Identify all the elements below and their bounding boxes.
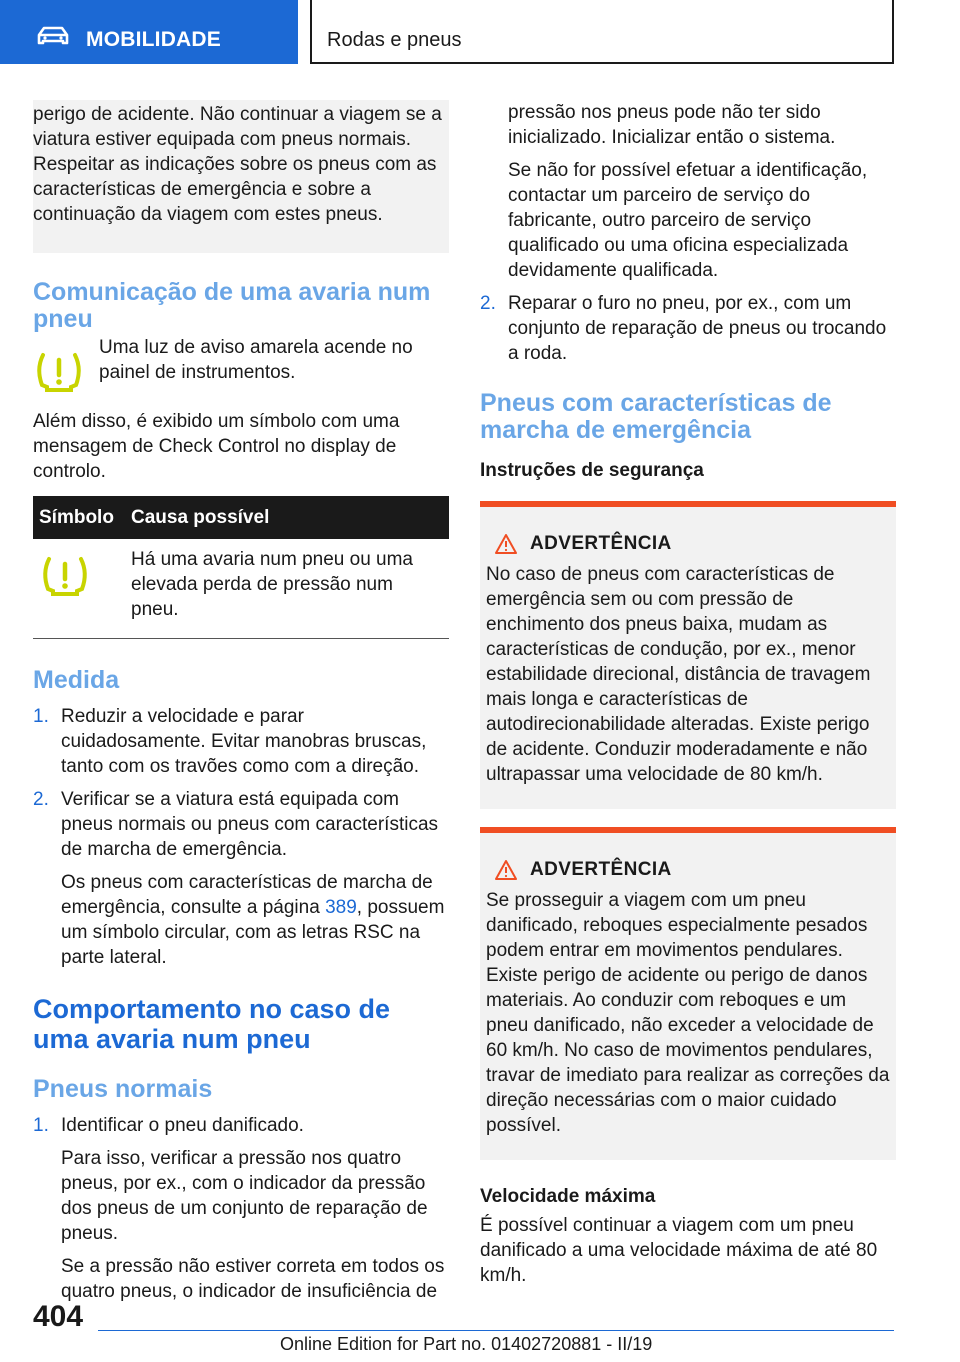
warning-text: No caso de pneus com características de emergência sem ou com pressão de enchimento dos pneus baixa, mudam as características de condução, por ex., menor estabilidade direcional, distância de travagem mais longa e características de autodirecionabilidade alteradas. Existe perigo de acidente. Conduzir moderadamente e não ultrapassar uma velocidade de 80 km/h. xyxy=(486,564,871,785)
warning-light-row xyxy=(33,337,449,395)
intro-note-text: perigo de acidente. Não continuar a viagem se a viatura estiver equipada com pneus normais. Respeitar as indicações sobre os pneus com as características de emergência e sobre a continuação da viagem com estes pneus. xyxy=(33,104,442,225)
list-item xyxy=(480,291,896,366)
step-note-text-b: , possuem um símbolo circular, com as letras RSC na parte lateral. xyxy=(61,897,445,968)
list-item xyxy=(33,787,449,970)
page-number: 404 xyxy=(33,1300,84,1333)
intro-note-box xyxy=(33,100,449,253)
heading-comunicacao: Comunicação de uma avaria num pneu xyxy=(33,278,431,333)
warning-title-text: ADVERTÊNCIA xyxy=(530,533,672,554)
step-text: Reduzir a velocidade e parar cuidadosamente. Evitar manobras bruscas, tanto com os travões como com a direção. xyxy=(61,706,427,777)
chapter-label: Rodas e pneus xyxy=(327,29,462,51)
warning-triangle-icon xyxy=(494,533,518,555)
step-number: 1. xyxy=(33,706,49,727)
column-header-cause: Causa possível xyxy=(125,496,449,539)
step-text: Reparar o furo no pneu, por ex., com um conjunto de reparação de pneus ou trocando a roda. xyxy=(508,293,887,364)
step-text: Identificar o pneu danificado. xyxy=(61,1115,304,1136)
warning-light-text: Uma luz de aviso amarela acende no painel de instrumentos. xyxy=(99,337,413,383)
list-item xyxy=(480,100,896,283)
heading-pneus-normais: Pneus normais xyxy=(33,1075,213,1103)
step-note: Para isso, verificar a pressão nos quatro pneus, por ex., com o indicador da pressão dos pneus de um conjunto de reparação de pneus. xyxy=(61,1148,428,1244)
warning-title xyxy=(486,857,890,882)
list-item xyxy=(33,1113,449,1304)
tire-pressure-warning-icon xyxy=(33,351,85,395)
step-note: pressão nos pneus pode não ter sido inicializado. Inicializar então o sistema. xyxy=(508,102,836,148)
warning-title-text: ADVERTÊNCIA xyxy=(530,859,672,880)
column-header-symbol: Símbolo xyxy=(33,496,125,539)
section-label: MOBILIDADE xyxy=(86,28,221,51)
step-note xyxy=(61,870,449,970)
check-control-text: Além disso, é exibido um símbolo com uma mensagem de Check Control no display de controlo. xyxy=(33,411,400,482)
table-row xyxy=(33,539,449,639)
footer-divider xyxy=(98,1330,894,1331)
step-number: 1. xyxy=(33,1115,49,1136)
warning-box xyxy=(480,501,896,809)
page-reference-link[interactable]: 389 xyxy=(325,897,357,918)
heading-velocidade: Velocidade máxima xyxy=(480,1186,656,1207)
right-column xyxy=(480,100,896,1288)
warning-box xyxy=(480,827,896,1160)
medida-steps xyxy=(33,704,449,970)
heading-rsc: Pneus com características de marcha de emergência xyxy=(480,389,832,444)
car-icon xyxy=(36,26,70,46)
heading-comportamento: Comportamento no caso de uma avaria num pneu xyxy=(33,994,391,1054)
heading-seguranca: Instruções de segurança xyxy=(480,460,704,481)
chapter-header xyxy=(310,0,894,64)
step-number: 2. xyxy=(480,293,496,314)
normais-steps xyxy=(33,1113,449,1304)
warning-text: Se prosseguir a viagem com um pneu danificado, reboques especialmente pesados podem entrar em movimentos pendulares. Existe perigo de acidente ou perigo de danos materiais. Ao conduzir com reboques e um pneu danificado, não exceder a velocidade de 60 km/h. No caso de movimentos pendulares, travar de imediato para realizar as correções da direção necessárias com o maior cuidado possível. xyxy=(486,890,890,1136)
warning-title xyxy=(486,531,890,556)
section-tab[interactable] xyxy=(0,0,298,64)
list-item xyxy=(33,704,449,779)
velocidade-text: É possível continuar a viagem com um pneu danificado a uma velocidade máxima de até 80 km/h. xyxy=(480,1215,878,1286)
step-text: Verificar se a viatura está equipada com pneus normais ou pneus com características de marcha de emergência. xyxy=(61,789,439,860)
symbol-table xyxy=(33,496,449,639)
warning-triangle-icon xyxy=(494,859,518,881)
step-note: Se a pressão não estiver correta em todos os quatro pneus, o indicador de insuficiência de xyxy=(61,1256,445,1302)
left-column xyxy=(33,100,449,1312)
symbol-cell xyxy=(33,539,125,639)
step-note: Se não for possível efetuar a identificação, contactar um parceiro de serviço do fabricante, outro parceiro de serviço qualificado ou uma oficina especializada devidamente qualificada. xyxy=(508,160,868,281)
step-note-text-a: Os pneus com características de marcha de emergência, consulte a página xyxy=(61,872,433,918)
heading-medida: Medida xyxy=(33,666,120,694)
edition-text: Online Edition for Part no. 01402720881 - II/19 xyxy=(280,1334,653,1354)
step-number: 2. xyxy=(33,789,49,810)
tire-pressure-warning-icon xyxy=(39,555,91,599)
cause-cell: Há uma avaria num pneu ou uma elevada perda de pressão num pneu. xyxy=(125,539,449,639)
normais-steps-continued xyxy=(480,100,896,366)
